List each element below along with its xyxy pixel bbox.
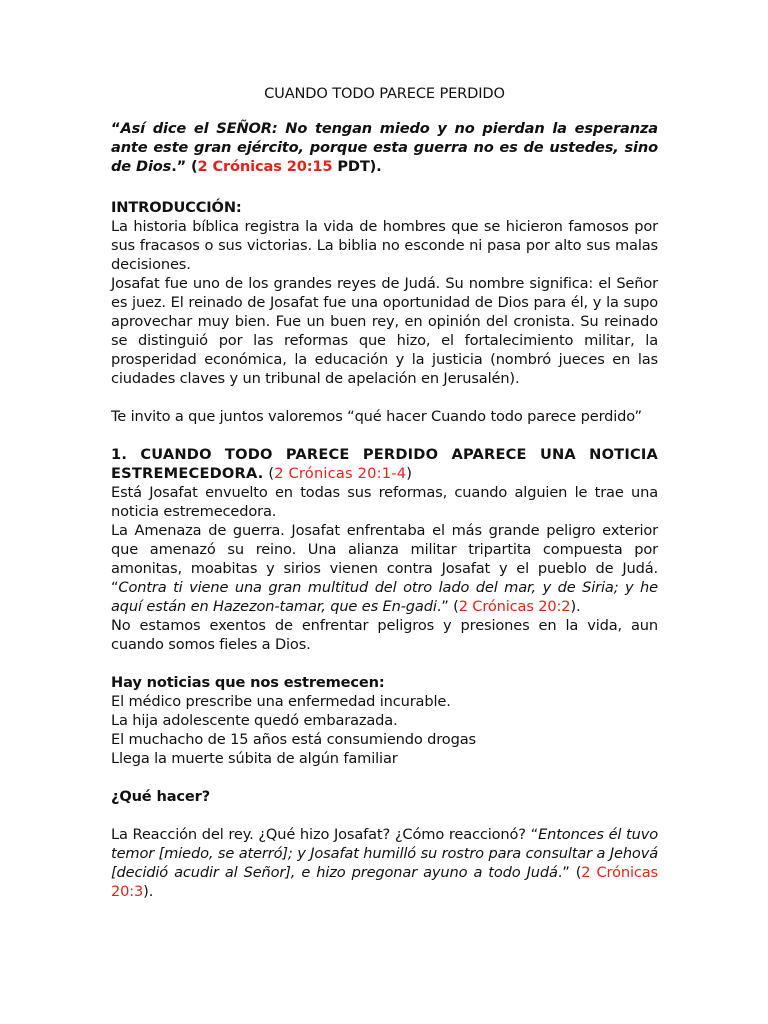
- section-1-reference: 2 Crónicas 20:1-4: [274, 465, 407, 482]
- section-1-ref-close: ): [406, 465, 413, 482]
- news-item: El médico prescribe una enfermedad incurable.: [111, 693, 451, 710]
- epigraph: [111, 119, 658, 176]
- what-to-do-heading: ¿Qué hacer?: [111, 788, 211, 805]
- section-1-p2-reference: 2 Crónicas 20:2: [458, 598, 571, 615]
- page-title: CUANDO TODO PARECE PERDIDO: [264, 85, 505, 102]
- epigraph-open-quote: “: [111, 120, 121, 137]
- intro-heading: INTRODUCCIÓN:: [111, 199, 242, 216]
- document-page: [111, 84, 658, 901]
- spacer: [111, 426, 658, 445]
- spacer: [111, 806, 658, 825]
- intro-paragraph-2: Josafat fue uno de los grandes reyes de Judá. Su nombre significa: el Señor es juez. El reinado de Josafat fue una oportunidad de Dios para él, y la supo aprovechar muy bien. Fue un buen rey, en opinión del cronista. Su reinado se distinguió por las reformas que hizo, el fortalecimiento militar, la prosperidad económica, la educación y la justicia (nombró jueces en las ciudades claves y un tribunal de apelación en Jerusalén).: [111, 275, 658, 387]
- spacer: [111, 388, 658, 407]
- section-1-ref-open: (: [263, 465, 275, 482]
- section-1-paragraph-1: Está Josafat envuelto en todas sus reformas, cuando alguien le trae una noticia estremecedora.: [111, 484, 658, 520]
- what-to-do-p1-reference: 2 Crónicas 20:3: [111, 864, 658, 900]
- what-to-do-p1-after: .” (: [557, 864, 582, 881]
- what-to-do-p1-start: La Reacción del rey. ¿Qué hizo Josafat? ¿Cómo reaccionó? “: [111, 826, 539, 843]
- spacer: [111, 768, 658, 787]
- section-1-p2-after: .” (: [436, 598, 459, 615]
- spacer: [111, 654, 658, 673]
- section-1-heading: [111, 445, 658, 483]
- section-1-heading-text: 1. CUANDO TODO PARECE PERDIDO APARECE UNA NOTICIA ESTREMECEDORA.: [111, 446, 658, 482]
- news-heading: Hay noticias que nos estremecen:: [111, 674, 385, 691]
- epigraph-reference: 2 Crónicas 20:15: [197, 158, 333, 175]
- section-1-p2-close: ).: [570, 598, 581, 615]
- intro-paragraph-3: Te invito a que juntos valoremos “qué hacer Cuando todo parece perdido”: [111, 408, 642, 425]
- news-item: La hija adolescente quedó embarazada.: [111, 712, 398, 729]
- what-to-do-paragraph: [111, 825, 658, 901]
- what-to-do-p1-close: ).: [143, 883, 154, 900]
- epigraph-tail: PDT).: [332, 158, 382, 175]
- epigraph-after-quote: .” (: [171, 158, 198, 175]
- epigraph-quote: Así dice el SEÑOR: No tengan miedo y no pierdan la esperanza ante este gran ejército, porque esta guerra no es de ustedes, sino de Dios: [111, 120, 658, 175]
- news-item: Llega la muerte súbita de algún familiar: [111, 750, 398, 767]
- section-1-p2-start: La Amenaza de guerra. Josafat enfrentaba el más grande peligro exterior que amenazó su reino. Una alianza militar tripartita compuesta por amonitas, moabitas y sirios vienen contra Josafat y el pueblo de Judá. “: [111, 522, 658, 596]
- section-1-paragraph-3: No estamos exentos de enfrentar peligros y presiones en la vida, aun cuando somos fieles a Dios.: [111, 617, 658, 653]
- section-1-p2-italic: Contra ti viene una gran multitud del otro lado del mar, y de Siria; y he aquí están en Hazezon-tamar, que es En-gadi: [111, 579, 658, 615]
- news-item: El muchacho de 15 años está consumiendo drogas: [111, 731, 476, 748]
- intro-paragraph-1: La historia bíblica registra la vida de hombres que se hicieron famosos por sus fracasos o sus victorias. La biblia no esconde ni pasa por alto sus malas decisiones.: [111, 218, 658, 273]
- section-1-paragraph-2: [111, 521, 658, 616]
- what-to-do-p1-italic: Entonces él tuvo temor [miedo, se aterró]; y Josafat humilló su rostro para consultar a Jehová [decidió acudir al Señor], e hizo pregonar ayuno a todo Judá: [111, 826, 658, 881]
